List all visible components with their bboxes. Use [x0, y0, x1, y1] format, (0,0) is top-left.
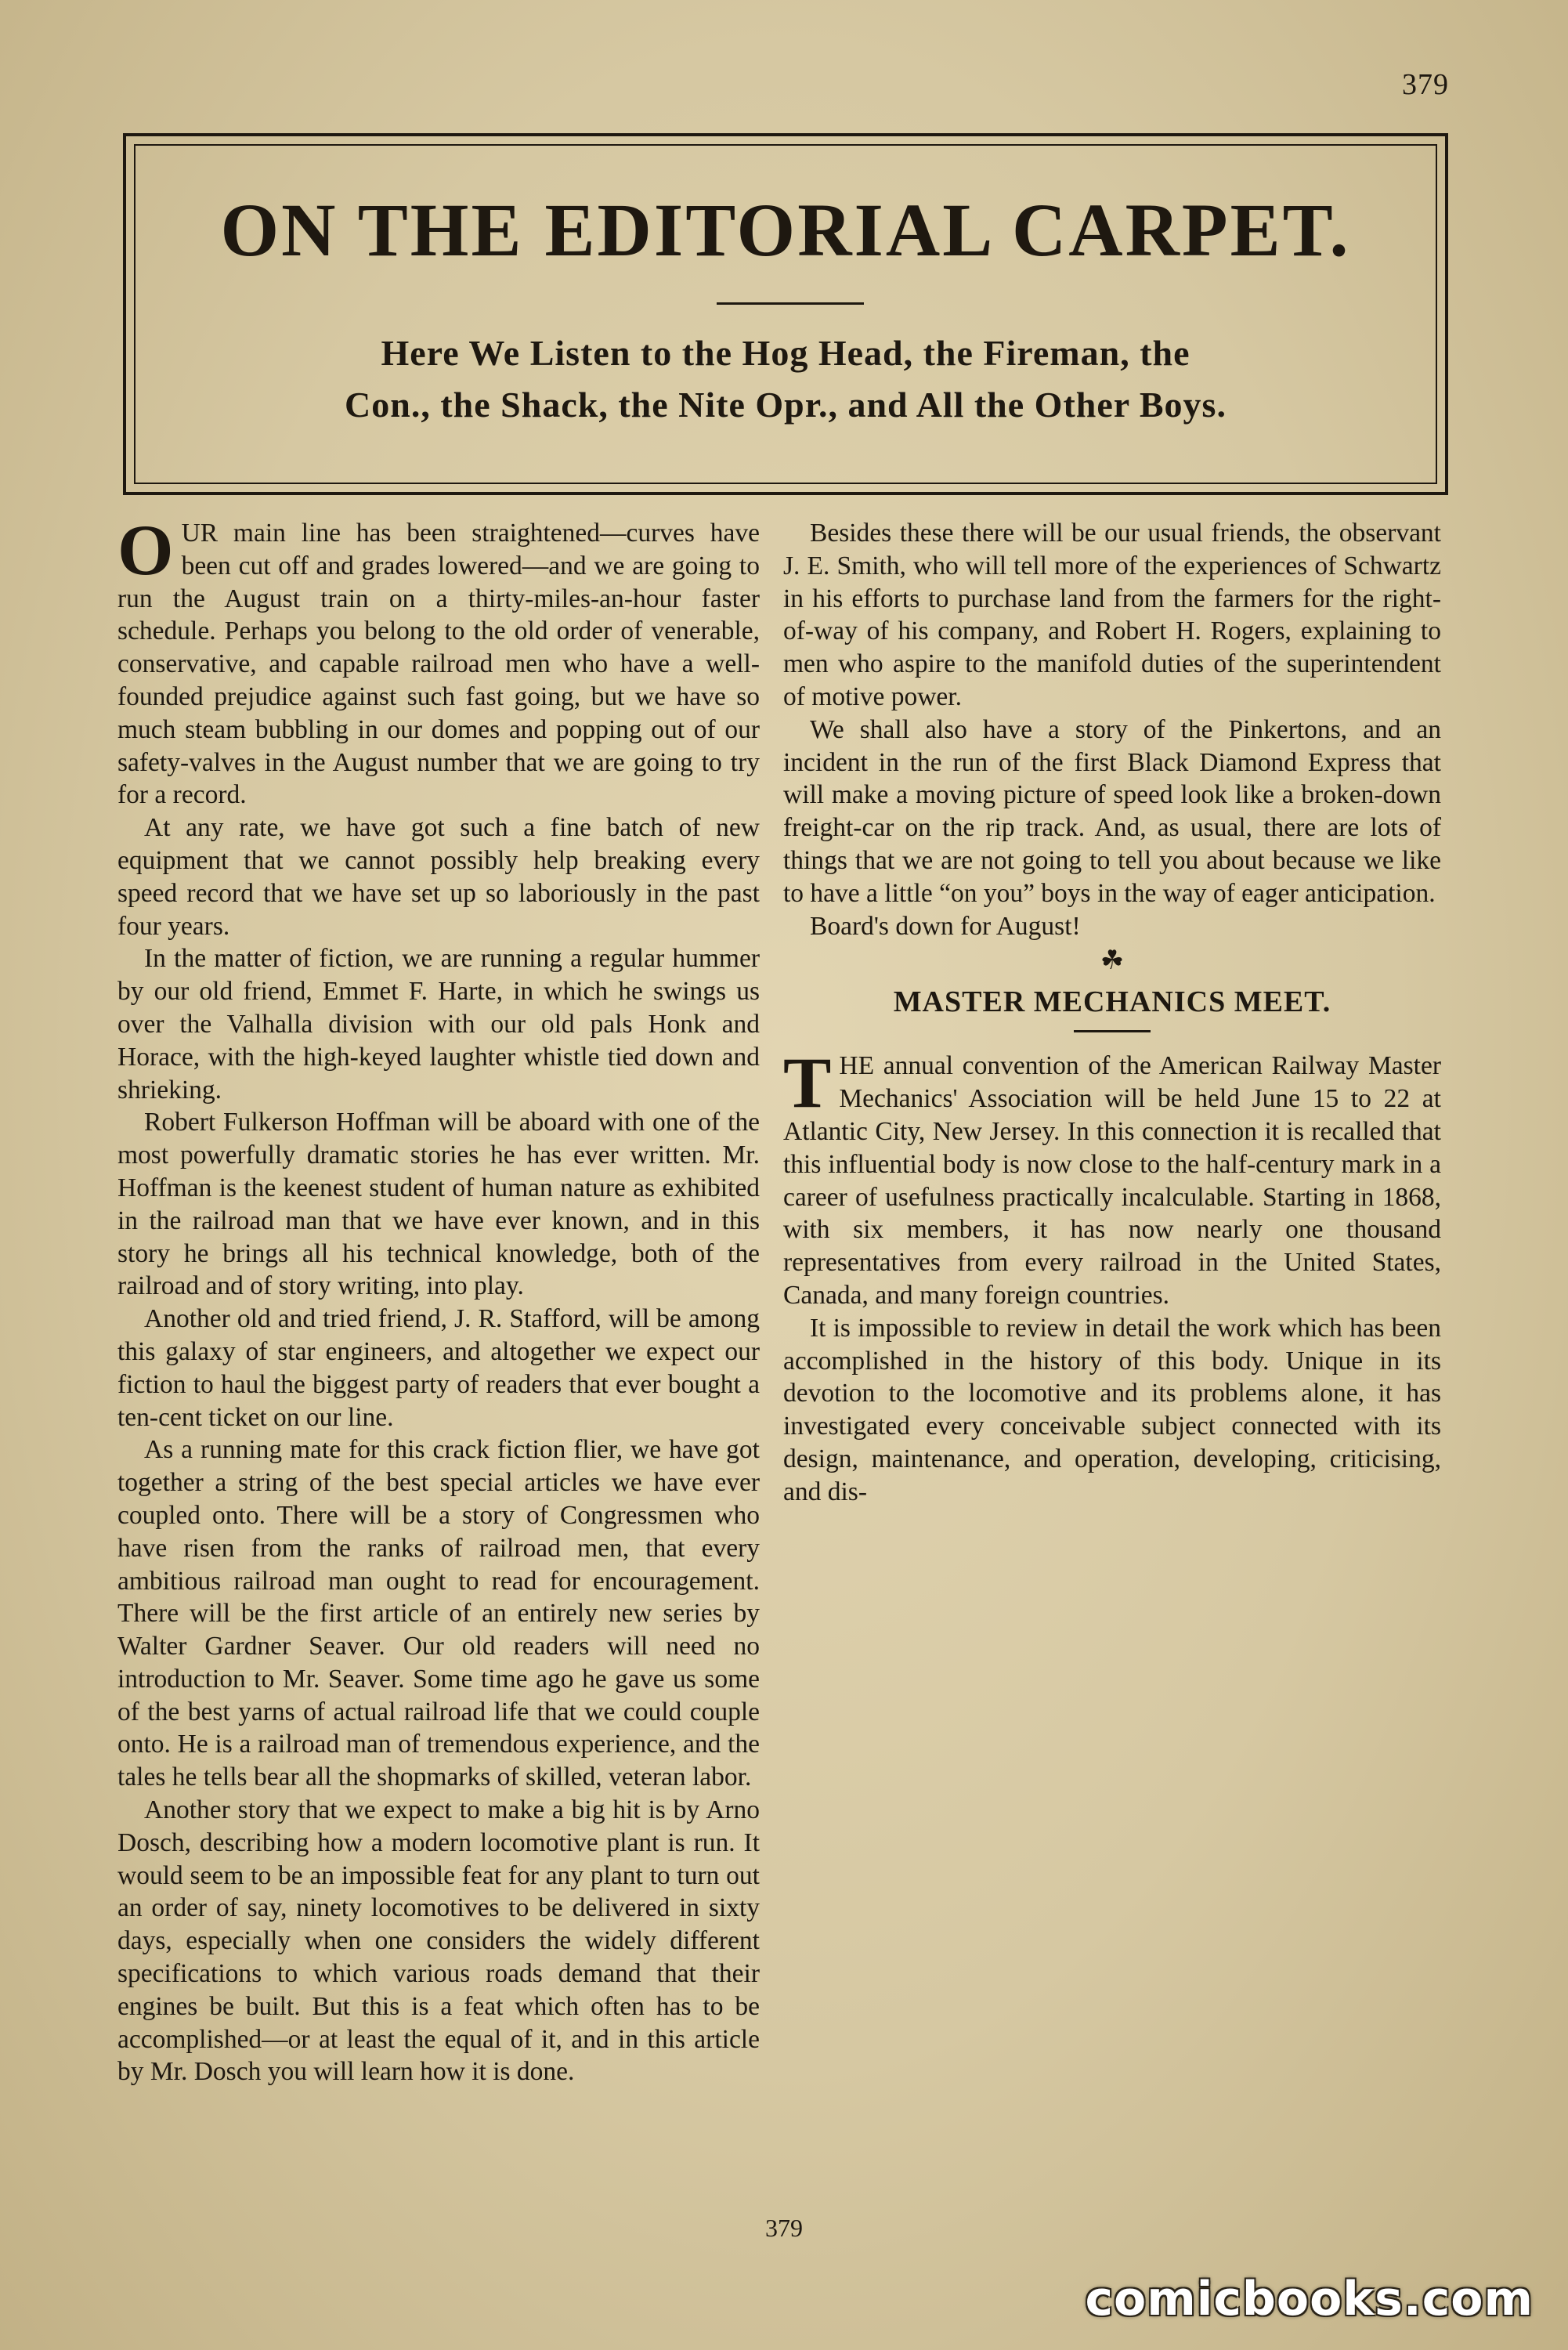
subtitle-line-1: Here We Listen to the Hog Head, the Fireman, the — [381, 333, 1190, 373]
article-paragraph-4: Robert Fulkerson Hoffman will be aboard with one of the most powerfully dramatic stories he has ever written. Mr. Hoffman is the keenest student of human nature as exhibited in the railroad man that we have ever known, and in this story he brings all his technical knowledge, both of the railroad and of story writing, into play. — [117, 1108, 760, 1301]
header-inner-frame — [134, 144, 1437, 484]
article-paragraph-1 — [117, 510, 760, 812]
article-paragraph-9: We shall also have a story of the Pinkertons, and an incident in the run of the first Black Diamond Express that will make a moving picture of speed look like a broken-down freight-car on the rip track. And, as usual, there are lots of things that we are not going to tell you about because we like to have a little “on you” boys in the way of eager anticipation. — [783, 714, 1441, 908]
clover-ornament-icon: ☘ — [1100, 946, 1125, 976]
article-paragraph-2: At any rate, we have got such a fine batch of new equipment that we cannot possibly help breaking every speed record that we have set up so laboriously in the past four years. — [117, 813, 760, 941]
section-paragraph-2: It is impossible to review in detail the work which has been accomplished in the history of this body. Unique in its devotion to the locomotive and its problems alone, it has investigated every conceivable subject connected with its design, maintenance, and operation, developing, criticising, and dis- — [783, 1313, 1441, 1506]
section-divider — [1074, 1030, 1151, 1032]
header-box — [123, 133, 1448, 495]
page-subtitle — [135, 327, 1436, 431]
header-divider — [717, 302, 864, 305]
page-number-bottom: 379 — [765, 2214, 803, 2242]
page-number-top: 379 — [1402, 68, 1449, 101]
article-paragraph-5: Another old and tried friend, J. R. Stafford, will be among this galaxy of star engineers, and altogether we expect our fiction to haul the biggest party of readers that ever bought a ten-cent ticket on our line. — [117, 1304, 760, 1432]
subtitle-line-2: Con., the Shack, the Nite Opr., and All the Other Boys. — [345, 385, 1227, 425]
article-paragraph-7: Another story that we expect to make a big hit is by Arno Dosch, describing how a modern locomotive plant is run. It would seem to be an impossible feat for any plant to turn out an order of say, ninety locomotives to be delivered in sixty days, especially when one considers the widely different specifications to which various roads demand that their engines be built. But this is a feat which often has to be accomplished—or at least the equal of it, and in this article by Mr. Dosch you will learn how it is done. — [117, 1795, 760, 2087]
section-title: MASTER MECHANICS MEET. — [893, 985, 1331, 1019]
page-title: ON THE EDITORIAL CARPET. — [220, 188, 1351, 272]
left-column — [117, 510, 760, 2088]
drop-cap: T — [783, 1043, 832, 1123]
paragraph-text: UR main line has been straightened—curves have been cut off and grades lowered—and we are going to run the August train on a thirty-miles-an-hour faster schedule. Perhaps you belong to the old order of venerable, conservative, and capable railroad men who have a well-founded prejudice against such fast going, but we have so much steam bubbling in our domes and popping out of our safety-valves in the August number that we are going to try for a record. — [117, 519, 760, 810]
article-paragraph-3: In the matter of fiction, we are running a regular hummer by our old friend, Emmet F. Harte, in which he swings us over the Valhalla division with our old pals Honk and Horace, with the high-keyed laughter whistle tied down and shrieking. — [117, 944, 760, 1104]
paragraph-text: HE annual convention of the American Railway Master Mechanics' Association will be held June 15 to 22 at Atlantic City, New Jersey. In this connection it is recalled that this influential body is now close to the half-century mark in a career of usefulness practically incalculable. Starting in 1868, with six members, it has now nearly one thousand representatives from every railroad in the United States, Canada, and many foreign countries. — [783, 1051, 1441, 1310]
article-paragraph-6: As a running mate for this crack fiction flier, we have got together a string of the best special articles we have ever coupled onto. There will be a story of Congressmen who have risen from the ranks of railroad men, that every ambitious railroad man ought to read for encouragement. There will be the first article of an entirely new series by Walter Gardner Seaver. Our old readers will need no introduction to Mr. Seaver. Some time ago he gave us some of the best yarns of actual railroad life that we could couple onto. He is a railroad man of tremendous experience, and the tales he tells bear all the shopmarks of skilled, veteran labor. — [117, 1435, 760, 1792]
article-signoff: Board's down for August! — [810, 911, 1081, 941]
article-paragraph-8: Besides these there will be our usual friends, the observant J. E. Smith, who will tell more of the experiences of Schwartz in his efforts to purchase land from the farmers for the right-of-way of his company, and Robert H. Rogers, explaining to men who aspire to the manifold duties of the superintendent of motive power. — [783, 519, 1441, 711]
section-paragraph-1 — [783, 1043, 1441, 1311]
watermark-text: comicbooks.com — [1085, 2272, 1534, 2326]
right-column — [783, 517, 1441, 1509]
drop-cap: O — [117, 510, 174, 590]
